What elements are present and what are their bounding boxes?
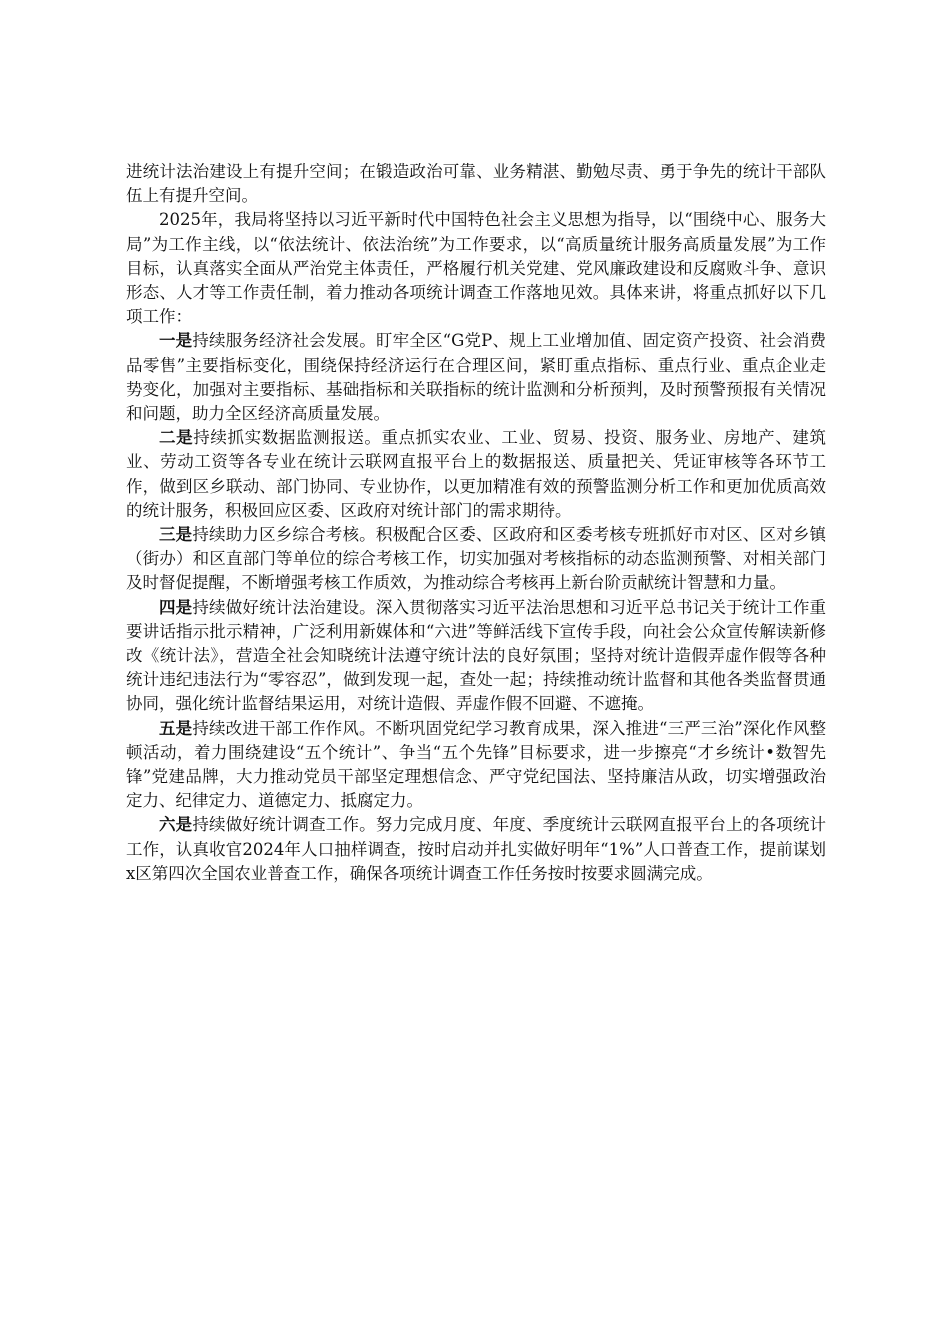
work-item-6 [126,813,826,886]
work-item-text: 持续改进干部工作作风。不断巩固党纪学习教育成果，深入推进“三严三治”深化作风整顿活动，着力围绕建设“五个统计”、争当“五个先锋”目标要求，进一步擦亮“才乡统计•数智先锋”党建品牌，大力推动党员干部坚定理想信念、严守党纪国法、坚持廉洁从政，切实增强政治定力、纪律定力、道德定力、抵腐定力。 [126,718,827,811]
work-item-text: 持续服务经济社会发展。盯牢全区“G党P、规上工业增加值、固定资产投资、社会消费品零售”主要指标变化，围绕保持经济运行在合理区间，紧盯重点指标、重点行业、重点企业走势变化，加强对主要指标、基础指标和关联指标的统计监测和分析预判，及时预警预报有关情况和问题，助力全区经济高质量发展。 [126,331,827,424]
work-item-lead: 六是 [159,815,193,835]
paragraph-continuation: 进统计法治建设上有提升空间；在锻造政治可靠、业务精湛、勤勉尽责、勇于争先的统计干部队伍上有提升空间。 [126,162,826,206]
document-body [126,160,826,886]
work-item-lead: 四是 [159,597,193,617]
work-item-lead: 一是 [159,331,193,351]
work-item-1 [126,329,826,426]
work-item-lead: 五是 [159,718,193,738]
work-item-text: 持续助力区乡综合考核。积极配合区委、区政府和区委考核专班抓好市对区、区对乡镇（街办）和区直部门等单位的综合考核工作，切实加强对考核指标的动态监测预警、对相关部门及时督促提醒，不断增强考核工作质效，为推动综合考核再上新台阶贡献统计智慧和力量。 [126,525,827,593]
work-item-text: 持续做好统计法治建设。深入贯彻落实习近平法治思想和习近平总书记关于统计工作重要讲话指示批示精神，广泛利用新媒体和“六进”等鲜活线下宣传手段，向社会公众宣传解读新修改《统计法》，营造全社会知晓统计法遵守统计法的良好氛围；坚持对统计造假弄虚作假等各种统计违纪违法行为“零容忍”，做到发现一起，查处一起；持续推动统计监督和其他各类监督贯通协同，强化统计监督结果运用，对统计造假、弄虚作假不回避、不遮掩。 [126,597,827,714]
work-item-3 [126,523,826,596]
paragraph-intro: 2025年，我局将坚持以习近平新时代中国特色社会主义思想为指导，以“围绕中心、服务大局”为工作主线，以“依法统计、依法治统”为工作要求，以“高质量统计服务高质量发展”为工作目标，认真落实全面从严治党主体责任，严格履行机关党建、党风廉政建设和反腐败斗争、意识形态、人才等工作责任制，着力推动各项统计调查工作落地见效。具体来讲，将重点抓好以下几项工作： [126,210,826,327]
work-item-text: 持续做好统计调查工作。努力完成月度、年度、季度统计云联网直报平台上的各项统计工作，认真收官2024年人口抽样调查，按时启动并扎实做好明年“1%”人口普查工作，提前谋划x区第四次全国农业普查工作，确保各项统计调查工作任务按时按要求圆满完成。 [126,815,827,883]
work-item-lead: 二是 [159,428,194,448]
work-item-4 [126,596,826,717]
work-item-2 [126,426,826,523]
work-item-5 [126,717,826,814]
work-item-text: 持续抓实数据监测报送。重点抓实农业、工业、贸易、投资、服务业、房地产、建筑业、劳动工资等各专业在统计云联网直报平台上的数据报送、质量把关、凭证审核等各环节工作，做到区乡联动、部门协同、专业协作，以更加精准有效的预警监测分析工作和更加优质高效的统计服务，积极回应区委、区政府对统计部门的需求期待。 [126,428,827,520]
work-item-lead: 三是 [159,525,193,545]
